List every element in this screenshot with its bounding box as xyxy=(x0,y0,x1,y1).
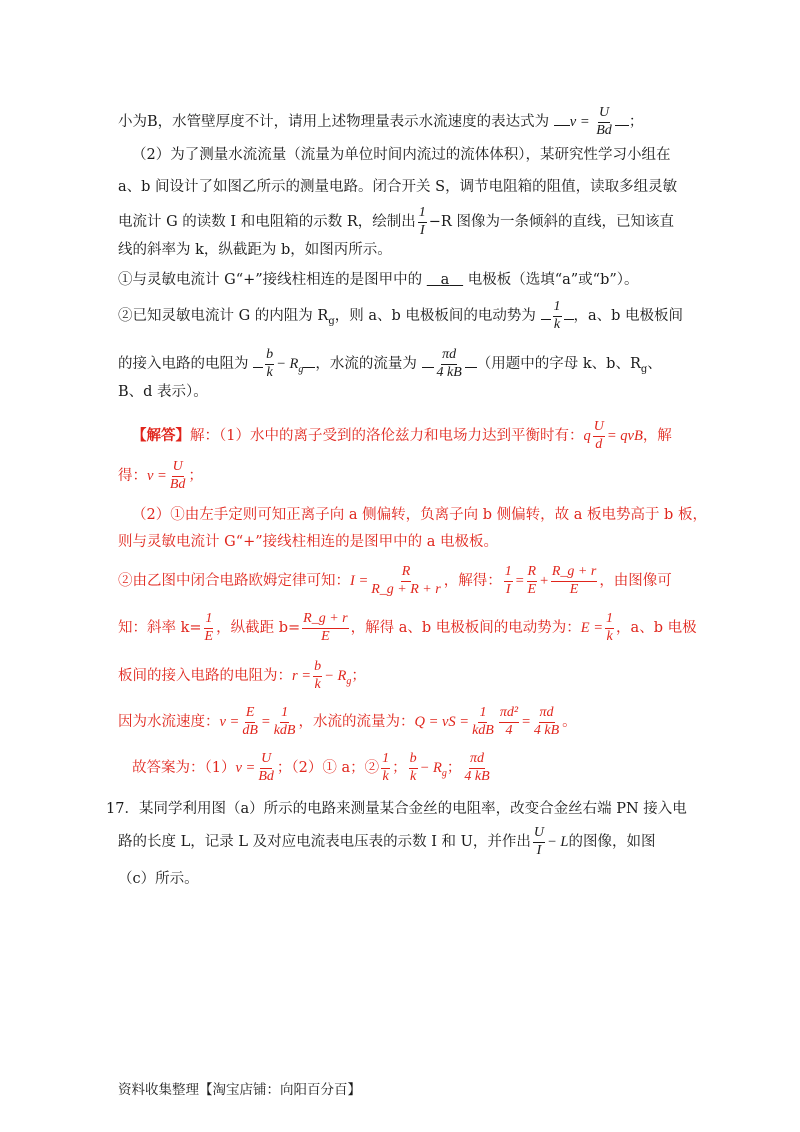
question-17-line-2: 路的长度 L，记录 L 及对应电流表电压表的示数 I 和 U，并作出 $\frac{U}{I}$ − L的图像，如图 xyxy=(118,825,656,858)
solution-line-5: ②由乙图中闭合电路欧姆定律可知：I = $\frac{R}{R\_g + R + r}$ ，解得： $\frac{1}{I}$ = $\frac{R}{E}$ + $\frac{R\_g + r}{E}$ ，由图像可 xyxy=(118,564,672,597)
footer-source: 资料收集整理【淘宝店铺：向阳百分百】 xyxy=(118,1082,361,1098)
solution-line-3: （2）①由左手定则可知正离子向 a 侧偏转，负离子向 b 侧偏转，故 a 板电势高于 b 板， xyxy=(132,507,707,523)
text: 小为B，水管壁厚度不计，请用上述物理量表示水流速度的表达式为 xyxy=(118,114,554,131)
solution-line-6: 知：斜率 k= $\frac{1}{E}$ ，纵截距 b= $\frac{R\_g + r}{E}$ ，解得 a、b 电极板间的电动势为：E = $\frac{1}{k}$ ，a、b 电极 xyxy=(118,611,697,644)
question-17-line-1: 17．某同学利用图（a）所示的电路来测量某合金丝的电阻率，改变合金丝右端 PN 接入电 xyxy=(106,801,687,817)
question-17-line-3: （c）所示。 xyxy=(118,871,199,887)
answer-var: v xyxy=(569,114,577,131)
question-line-1: 小为B，水管壁厚度不计，请用上述物理量表示水流速度的表达式为 v = $\frac{U}{Bd}$ ； xyxy=(118,105,644,138)
fraction: $\frac{U}{Bd}$ xyxy=(596,105,612,138)
question-line-9: B、d 表示）。 xyxy=(118,384,208,400)
solution-line-9: 故答案为：（1）v = $\frac{U}{Bd}$ ；（2）① a；② $\frac{1}{k}$ ； $\frac{b}{k}$ − $R_g$； $\frac{\pi d}{4 kB}$ xyxy=(132,751,490,784)
solution-line-2: 得：v = $\frac{U}{Bd}$ ； xyxy=(118,459,203,492)
question-line-7: ②已知灵敏电流计 G 的内阻为 $R_g$，则 a、b 电极板间的电动势为 $\frac{1}{k}$ ，a、b 电极板间 xyxy=(118,299,684,332)
question-line-3: a、b 间设计了如图乙所示的测量电路。闭合开关 S，调节电阻箱的阻值，读取多组灵敏 xyxy=(118,179,678,195)
question-line-6: ①与灵敏电流计 G“+”接线柱相连的是图甲中的 a 电极板（选填“a”或“b”）。 xyxy=(118,272,639,288)
question-line-5: 线的斜率为 k，纵截距为 b，如图丙所示。 xyxy=(118,242,392,258)
solution-line-7: 板间的接入电路的电阻为：r = $\frac{b}{k}$ − $R_g$； xyxy=(118,659,366,692)
question-line-4: 电流计 G 的读数 I 和电阻箱的示数 R，绘制出 $\frac{1}{I}$ −R 图像为一条倾斜的直线，已知该直 xyxy=(118,205,674,238)
question-line-8: 的接入电路的电阻为 $\frac{b}{k}$ − $R_g$ ，水流的流量为 $\frac{\pi d}{4 kB}$ （用题中的字母 k、b、$R_g$、 xyxy=(118,347,662,380)
blank-answer: a xyxy=(440,272,450,288)
solution-line-1: 【解答】解：（1）水中的离子受到的洛伦兹力和电场力达到平衡时有：q $\frac{U}{d}$ = qvB，解 xyxy=(132,419,672,452)
solution-line-4: 则与灵敏电流计 G“+”接线柱相连的是图甲中的 a 电极板。 xyxy=(118,534,499,550)
question-line-2: （2）为了测量水流流量（流量为单位时间内流过的流体体积），某研究性学习小组在 xyxy=(132,147,671,163)
solution-tag: 【解答】 xyxy=(132,427,190,445)
solution-line-8: 因为水流速度：v = $\frac{E}{dB}$ = $\frac{1}{\text{kdB}}$ ，水流的流量为：Q = vS = $\frac{1}{\text{kdB}}$ $\frac{\text{πd²}}{4}$ = $\frac{\pi d}{4 kB}$ 。 xyxy=(118,705,577,738)
